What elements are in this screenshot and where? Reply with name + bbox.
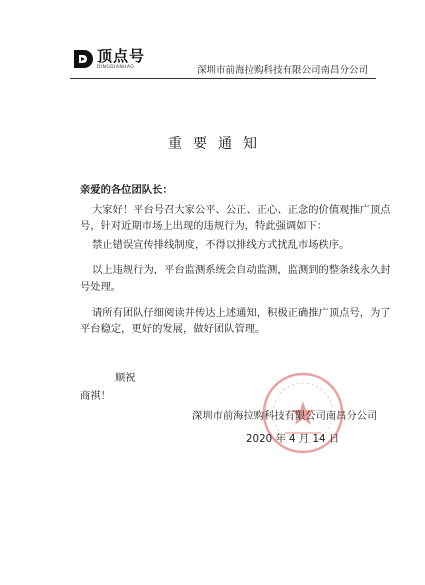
closing-line-2: 商祺！ <box>80 390 111 402</box>
closing-line-1: 顺祝 <box>115 372 136 384</box>
logo-text: 顶点号 <box>97 47 146 65</box>
logo-mark-icon <box>72 48 94 70</box>
paragraph-2: 禁止错误宣传排线制度，不得以排线方式扰乱市场秩序。 <box>92 239 350 251</box>
paragraph-4-line-2: 平台稳定，更好的发展，做好团队管理。 <box>80 323 266 335</box>
signature-date: 2020 年 4 月 14 日 <box>246 433 340 445</box>
document-title: 重要通知 <box>168 136 268 152</box>
logo-subtext: DINGDIANHAO <box>97 65 135 70</box>
paragraph-1-line-2: 号，针对近期市场上出现的违规行为，特此强调如下： <box>80 220 328 232</box>
paragraph-3-line-1: 以上违规行为，平台监测系统会自动监测，监测到的整条线永久封 <box>92 264 391 276</box>
paragraph-3-line-2: 号处理。 <box>80 281 122 293</box>
paragraph-1-line-1: 大家好！平台号召大家公平、公正、正心、正念的价值观推广顶点 <box>92 204 391 216</box>
header-company-name: 深圳市前海拉购科技有限公司南昌分公司 <box>197 65 369 76</box>
signature-company: 深圳市前海拉购科技有限公司南昌分公司 <box>192 410 378 422</box>
company-logo <box>72 48 162 74</box>
paragraph-4-line-1: 请所有团队仔细阅读并传达上述通知，积极正确推广顶点号，为了 <box>92 307 391 319</box>
header-divider <box>70 78 376 79</box>
greeting: 亲爱的各位团队长： <box>80 184 173 196</box>
